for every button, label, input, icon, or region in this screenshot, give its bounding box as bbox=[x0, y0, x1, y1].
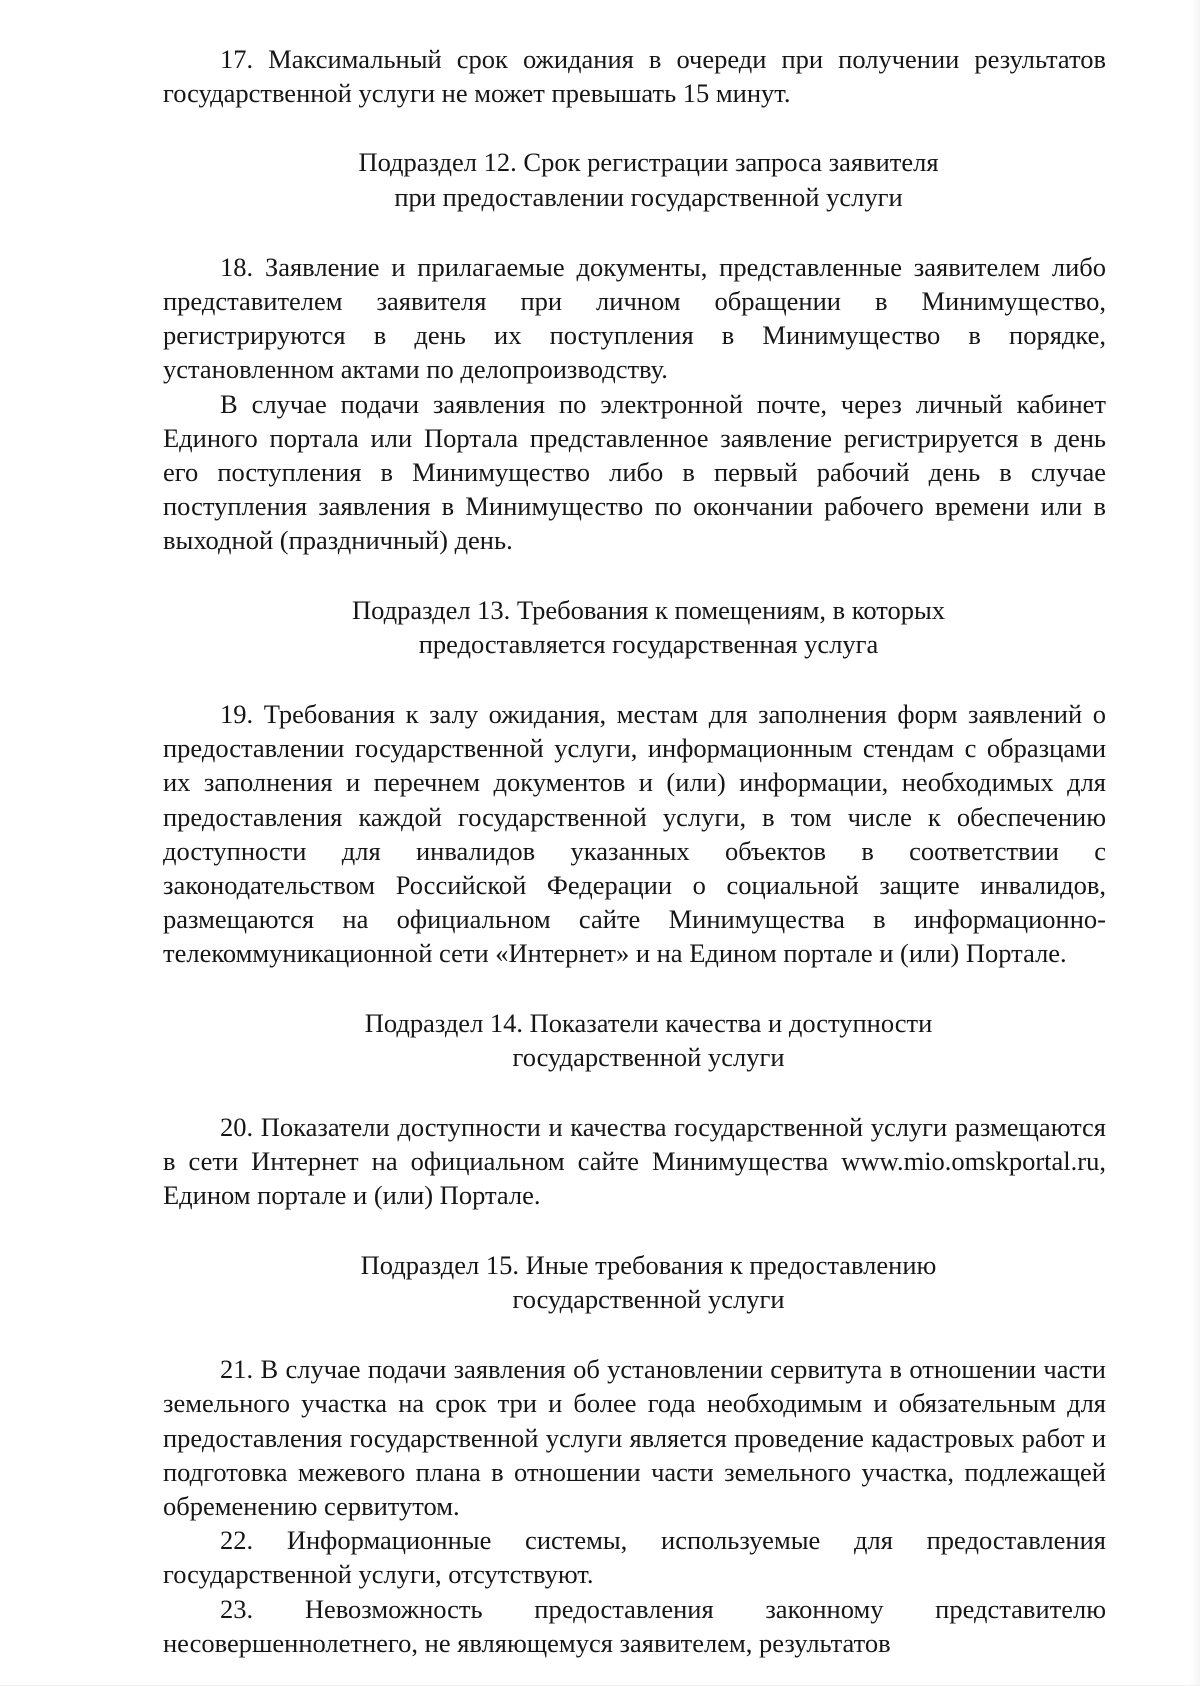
subsection-12-heading bbox=[163, 145, 1106, 213]
subsection-13-heading-line-2: предоставляется государственная услуга bbox=[418, 628, 879, 659]
paragraph-23: 23. Невозможность предоставления законному представителю несовершеннолетнего, не являющемуся заявителем, результатов bbox=[163, 1593, 1106, 1658]
subsection-13-heading-line-1: Подраздел 13. Требования к помещениям, в которых bbox=[351, 594, 946, 625]
subsection-15-heading-line-2: государственной услуги bbox=[512, 1283, 785, 1314]
paragraph-21: 21. В случае подачи заявления об установлении сервитута в отношении части земельного участка на срок три и более года необходимым и обязательным для предоставления государственной услуги является проведение кадастровых работ и подготовка межевого плана в отношении части земельного участка, подлежащей обременению сервитутом. bbox=[163, 1354, 1106, 1521]
scan-edge-shadow bbox=[1190, 0, 1200, 1686]
paragraph-22: 22. Информационные системы, используемые для предоставления государственной услуги, отсутствуют. bbox=[163, 1525, 1106, 1590]
subsection-14-heading-line-1: Подраздел 14. Показатели качества и доступности bbox=[364, 1007, 933, 1038]
subsection-12-heading-line-2: при предоставлении государственной услуги bbox=[394, 181, 903, 212]
subsection-15-heading bbox=[163, 1248, 1106, 1316]
subsection-15-heading-line-1: Подраздел 15. Иные требования к предоставлению bbox=[360, 1249, 937, 1280]
paragraph-20: 20. Показатели доступности и качества государственной услуги размещаются в сети Интернет на официальном сайте Минимущества www.mio.omskportal.ru, Едином портале и (или) Портале. bbox=[163, 1112, 1106, 1211]
subsection-12-heading-line-1: Подраздел 12. Срок регистрации запроса заявителя bbox=[358, 147, 939, 178]
subsection-13-heading bbox=[163, 593, 1106, 661]
document-page bbox=[163, 42, 1106, 1660]
paragraph-17: 17. Максимальный срок ожидания в очереди при получении результатов государственной услуги не может превышать 15 минут. bbox=[163, 44, 1106, 109]
subsection-14-heading bbox=[163, 1006, 1106, 1074]
subsection-14-heading-line-2: государственной услуги bbox=[512, 1041, 785, 1072]
paragraph-18: 18. Заявление и прилагаемые документы, представленные заявителем либо представителем заявителя при личном обращении в Минимущество, регистрируются в день их поступления в Минимущество в порядке, установленном актами по делопроизводству. bbox=[163, 251, 1106, 385]
paragraph-18-continued: В случае подачи заявления по электронной почте, через личный кабинет Единого портала или Портала представленное заявление регистрируется в день его поступления в Минимущество либо в первый рабочий день в случае поступления заявления в Минимущество по окончании рабочего времени или в выходной (праздничный) день. bbox=[163, 388, 1106, 556]
paragraph-19: 19. Требования к залу ожидания, местам для заполнения форм заявлений о предоставлении государственной услуги, информационным стендам с образцами их заполнения и перечнем документов и (или) информации, необходимых для предоставления каждой государственной услуги, в том числе к обеспечению доступности для инвалидов указанных объектов в соответствии с законодательством Российской Федерации о социальной защите инвалидов, размещаются на официальном сайте Минимущества в информационно-телекоммуникационной сети «Интернет» и на Едином портале и (или) Портале. bbox=[163, 699, 1106, 969]
